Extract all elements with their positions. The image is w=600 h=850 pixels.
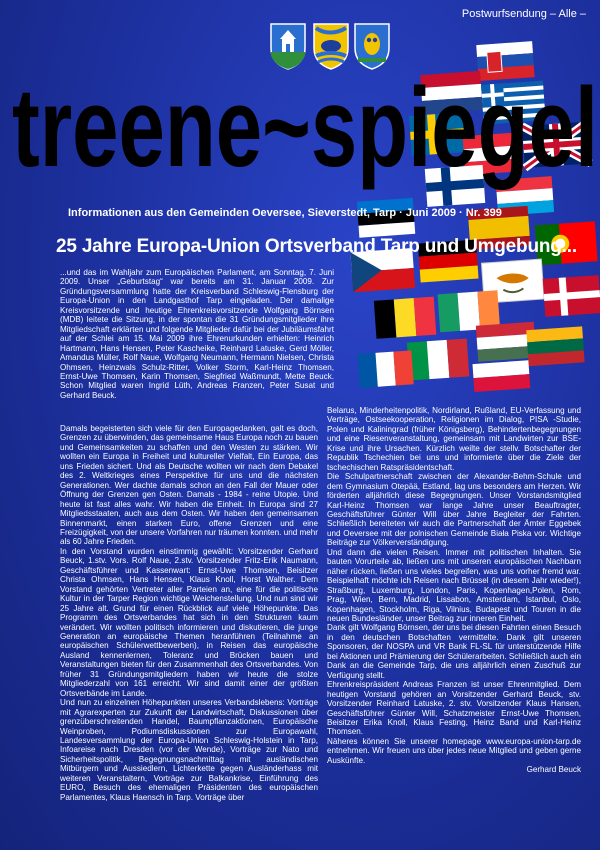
paragraph: Ehrenkreispräsident Andreas Franzen ist unser Ehrenmitglied. Dem heutigen Vorstand gehören an Vorsitzender Gerhard Beuck, stv. Vorsitzender Reinhard Latuske, 2. stv. Vorsitzender Klaus Hansen, Geschäftsführer Günter Will, Schatzmeister Ernst-Uwe Thomsen, Beisitzer Erika Knoll, Klaus Festing, Heinz Band und Karl-Heinz Thomsen. <box>327 680 581 737</box>
article-column-left <box>60 424 318 802</box>
masthead-subtitle: Informationen aus den Gemeinden Oeversee, Sieverstedt, Tarp · Juni 2009 · Nr. 399 <box>68 207 502 219</box>
paragraph: Näheres können Sie unserer homepage www.europa-union-tarp.de entnehmen. Wir freuen uns über jedes neue Mitglied und geben gerne Auskünfte. <box>327 736 581 765</box>
logo-text: treene~spiegel <box>12 65 598 190</box>
paragraph: Und dann die vielen Reisen. Immer mit politischen Inhalten. Sie bauten Vorurteile ab, ließen uns mit unseren europäischen Nachbarn näher rücken, ließen uns vieles begreifen, was uns vorher fremd war. Beispielhaft möchte ich Reisen nach Brüssel (in diesem Jahr wieder!), Straßburg, Luxemburg, London, Paris, Kopenhagen,Polen, Rom, Prag, Wien, Bern, Madrid, Lissabon, Amsterdam, Istanbul, Oslo, Kopenhagen, Stockholm, Riga, Vilnius, Budapest und Touren in die neuen Bundesländer, unser Beitrag zur inneren Einheit. <box>327 547 581 623</box>
article-intro <box>60 268 334 400</box>
article-signature: Gerhard Beuck <box>526 765 581 775</box>
paragraph: Und nun zu einzelnen Höhepunkten unseres Verbandslebens: Vorträge mit Agrarexperten zur Zukunft der Landwirtschaft, Diskussionen über grenzüberschreitenden Handel, Baumpflanzaktionen, Europäische Weinproben, Podiumsdiskussionen zur Europawahl, Landesversammlung der Europa-Union Schleswig-Holstein in Tarp, Infoareise nach Dresden (vor der Wende), Vorträge zur Nato und Sicherheitspolitik, Begegnungsnachmittag mit ausländischen Mitbürgern und Aussiedlern, Lichterkette gegen Ausländerhass mit weiteren Veranstaltern, Vorträge zur Balkankrise, Einführung des EURO, Besuch des ehemaligen Präsidenten des europäischen Parlamentes, Klaus Haensch in Tarp. Vorträge über <box>60 698 318 802</box>
paragraph: Dank gilt Wolfgang Börnsen, der uns bei diesen Fahrten einen Besuch in den deutschen Botschaften vermittelte. Dank gilt unseren Sponsoren, der NOSPA und VR Bank FL-SL für unterstützende Hilfe bei Aktionen und Prämierung der Schülerarbeiten. Schließlich auch ein Dank an die Gemeinde Tarp, die uns alljährlich einen Zuschuß zur Verfügung stellt. <box>327 623 581 680</box>
paragraph: In den Vorstand wurden einstimmig gewählt: Vorsitzender Gerhard Beuck, 1.stv. Vors. Rolf Naue, 2.stv. Vorsitzender Fritz-Erik Naumann, Geschäftsführer und Kassenwart: Ernst-Uwe Thomsen, Beisitzer Christa Ohmsen, Hans Hensen, Klaus Knoll, Horst Walther. Dem Vorstand gehörten Vertreter aller Parteien an, eine für die politische Kultur in der Tarper Region wichtige Weichenstellung. Und nun sind wir 25 Jahre alt. Grund für einen Rückblick auf viele Höhepunkte. Das Programm des Ortsverbandes hat sich in den Strukturen kaum verändert. Wir wollten politisch informieren und diskutieren, die junge Generation an europäische Themen heranführen (Teilnahme an europäischen Schülerwettbewerben), in Reisen das europäische Ausland kennenlernen, Toleranz und Brücken bauen und Veranstaltungen bieten für den Zusammenhalt des Ortsverbandes. Von früher 31 Gründungsmitgliedern haben wir heute die stolze Mitgliederzahl von 161 erreicht. Wir sind damit einer der größten Ortsverbände im Lande. <box>60 546 318 698</box>
postwurf-label: Postwurfsendung – Alle – <box>461 8 586 20</box>
paragraph: Belarus, Minderheitenpolitik, Nordirland, Rußland, EU-Verfassung und Verträge, Ostseekooperation, Religionen im Dialog, PISA -Studie, Polen und Kaliningrad (früher Königsberg), Behindertenbegegnungen und eine Riesenveranstaltung, gemeinsam mit Landwirten zur BSE-Krise und ihre Ursachen. Kürzlich weilte der stellv. Botschafter der Republik Tschechien bei uns und informierte über die Ziele der tschechischen Ratspräsidentschaft. <box>327 406 581 472</box>
paragraph: Die Schulpartnerschaft zwischen der Alexander-Behm-Schule und dem Gymnasium Otepää, Estland, lag uns besonders am Herzen. Wir förderten alljährlich diese Begegnungen. Unser Vorstandsmitglied Karl-Heinz Thomsen war lange Jahre unser Beauftragter, Geschäftsführer Günter Will über Jahre Begleiter der Fahrten. Schließlich bereiteten wir auch die Partnerschaft der Ämter Eggebek und Oeversee mit der polnischen Gemeinde Biała Piska vor. Wichtige Beiträge zur Völkerverständigung. <box>327 472 581 548</box>
article-column-right <box>327 406 581 775</box>
paragraph: ...und das im Wahljahr zum Europäischen Parlament, am Sonntag, 7. Juni 2009. Unser „Geburtstag“ war bereits am 31. Januar 2009. Zur Gründungsversammlung hatte der Kreisverband Schleswig-Flensburg der Europa-Union in den Landgasthof Tarp eingeladen. Der damalige Kreisvorsitzende und heutige Ehrenkreisvorsitzende Wolfgang Börnsen (MDB) leitete die Sitzung, in der spontan die 31 Gründungsmitglieder ihre Mitgliedschaft erklärten und folgende Mitglieder dafür bei der Jubiläumsfahrt auf der Schlei am 15. Mai 2009 ihre Ehrenurkunden erhielten: Heinrich Hartmann, Hans Hensen, Peter Kascheike, Reinhard Latuske, Gerd Möller, Amandus Müller, Rolf Naue, Wolfgang Neumann, Hermann Nielsen, Christa Ohmsen, Heinzwals Schulz-Ritter, Volker Storm, Karl-Heinz Thomsen, Ernst-Uwe Thomsen, Karin Thomsen, Siegfried Waßmundt, Mette Beuck. Schon Mitglied waren Ingrid Lüth, Andreas Franzen, Peter Susat und Gerhard Beuck. <box>60 268 334 400</box>
treene-spiegel-logo <box>12 54 600 204</box>
paragraph: Damals begeisterten sich viele für den Europagedanken, galt es doch, Grenzen zu überwinden, das gemeinsame Haus Europa noch zu bauen und Gemeinsamkeiten zu schaffen und den Westen zu stärken. Wir wollten ein Europa in Freiheit und kultureller Vielfalt, Ein Europa, das uns Frieden sichert. Und als Deutsche wollten wir nach dem Debakel des 2. Weltkrieges eines Perspektive für uns und die nächsten Generationen. Wer dachte damals schon an den Fall der Mauer oder Öffnung der Grenzen gen Osten. Damals - 1984 - reine Utopie. Und heute ist fast alles wahr. Wir haben die Einheit. In Europa sind 27 Mitgliedsstaaten, auch aus dem Osten. Wir haben den gemeinsamen Binnenmarkt, einen starken Euro, offene Grenzen und eine Freizügigkeit, von der unsere Vorfahren nur träumen konnten. und mehr als 60 Jahre Frieden. <box>60 424 318 547</box>
article-headline: 25 Jahre Europa-Union Ortsverband Tarp und Umgebung... <box>56 236 577 257</box>
